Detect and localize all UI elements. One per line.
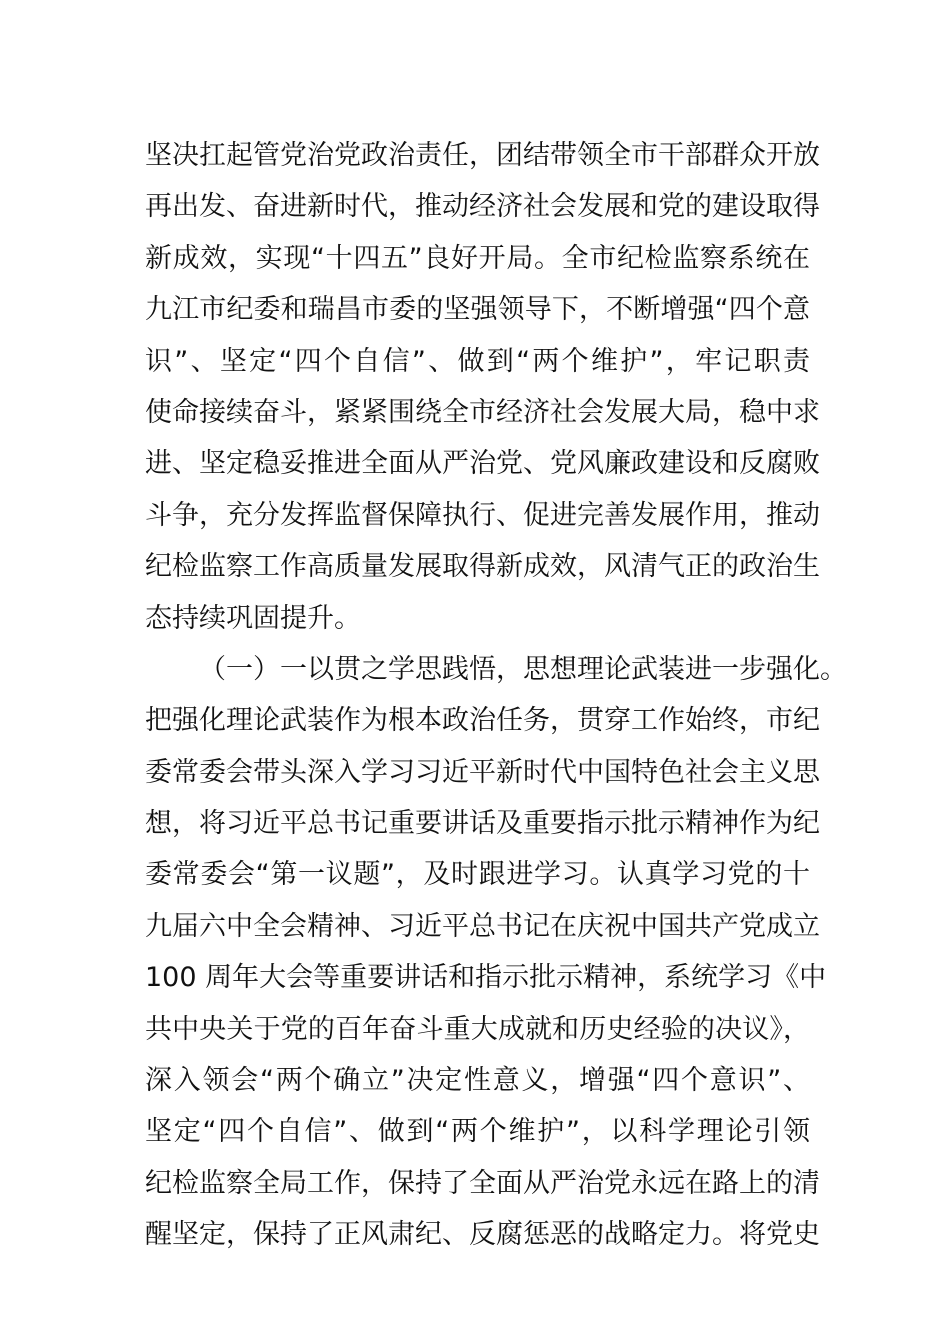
text-line-19: 深入领会“两个确立”决定性意义，增强“四个意识”、 <box>145 1065 810 1097</box>
text-line-8: 斗争，充分发挥监督保障执行、促进完善发展作用，推动 <box>145 499 820 531</box>
text-line-20: 坚定“四个自信”、做到“两个维护”，以科学理论引领 <box>145 1116 810 1148</box>
section-heading-1: （一）一以贯之学思践悟，思想理论武装进一步强化。 <box>199 653 847 685</box>
text-line-17: 100 周年大会等重要讲话和指示批示精神，系统学习《中 <box>145 962 827 994</box>
text-line-1: 坚决扛起管党治党政治责任，团结带领全市干部群众开放 <box>145 140 820 171</box>
text-line-10: 态持续巩固提升。 <box>145 602 361 634</box>
text-line-13: 委常委会带头深入学习习近平新时代中国特色社会主义思 <box>145 756 820 788</box>
text-line-18: 共中央关于党的百年奋斗重大成就和历史经验的决议》， <box>145 1013 810 1045</box>
body-text <box>145 130 847 1261</box>
text-line-14: 想，将习近平总书记重要讲话及重要指示批示精神作为纪 <box>145 808 820 840</box>
text-line-7: 进、坚定稳妥推进全面从严治党、党风廉政建设和反腐败 <box>145 448 820 480</box>
text-line-22: 醒坚定，保持了正风肃纪、反腐惩恶的战略定力。将党史 <box>145 1219 820 1251</box>
text-line-16: 九届六中全会精神、习近平总书记在庆祝中国共产党成立 <box>145 910 820 942</box>
text-line-4: 九江市纪委和瑞昌市委的坚强领导下，不断增强“四个意 <box>145 294 810 326</box>
text-line-5: 识”、坚定“四个自信”、做到“两个维护”，牢记职责 <box>145 345 810 377</box>
text-line-6: 使命接续奋斗，紧紧围绕全市经济社会发展大局，稳中求 <box>145 396 820 428</box>
text-line-9: 纪检监察工作高质量发展取得新成效，风清气正的政治生 <box>145 551 820 583</box>
text-line-21: 纪检监察全局工作，保持了全面从严治党永远在路上的清 <box>145 1167 820 1199</box>
text-line-3: 新成效，实现“十四五”良好开局。全市纪检监察系统在 <box>145 242 810 274</box>
text-line-12: 把强化理论武装作为根本政治任务，贯穿工作始终，市纪 <box>145 705 820 737</box>
text-line-15: 委常委会“第一议题”，及时跟进学习。认真学习党的十 <box>145 859 810 891</box>
text-line-2: 再出发、奋进新时代，推动经济社会发展和党的建设取得 <box>145 191 820 223</box>
